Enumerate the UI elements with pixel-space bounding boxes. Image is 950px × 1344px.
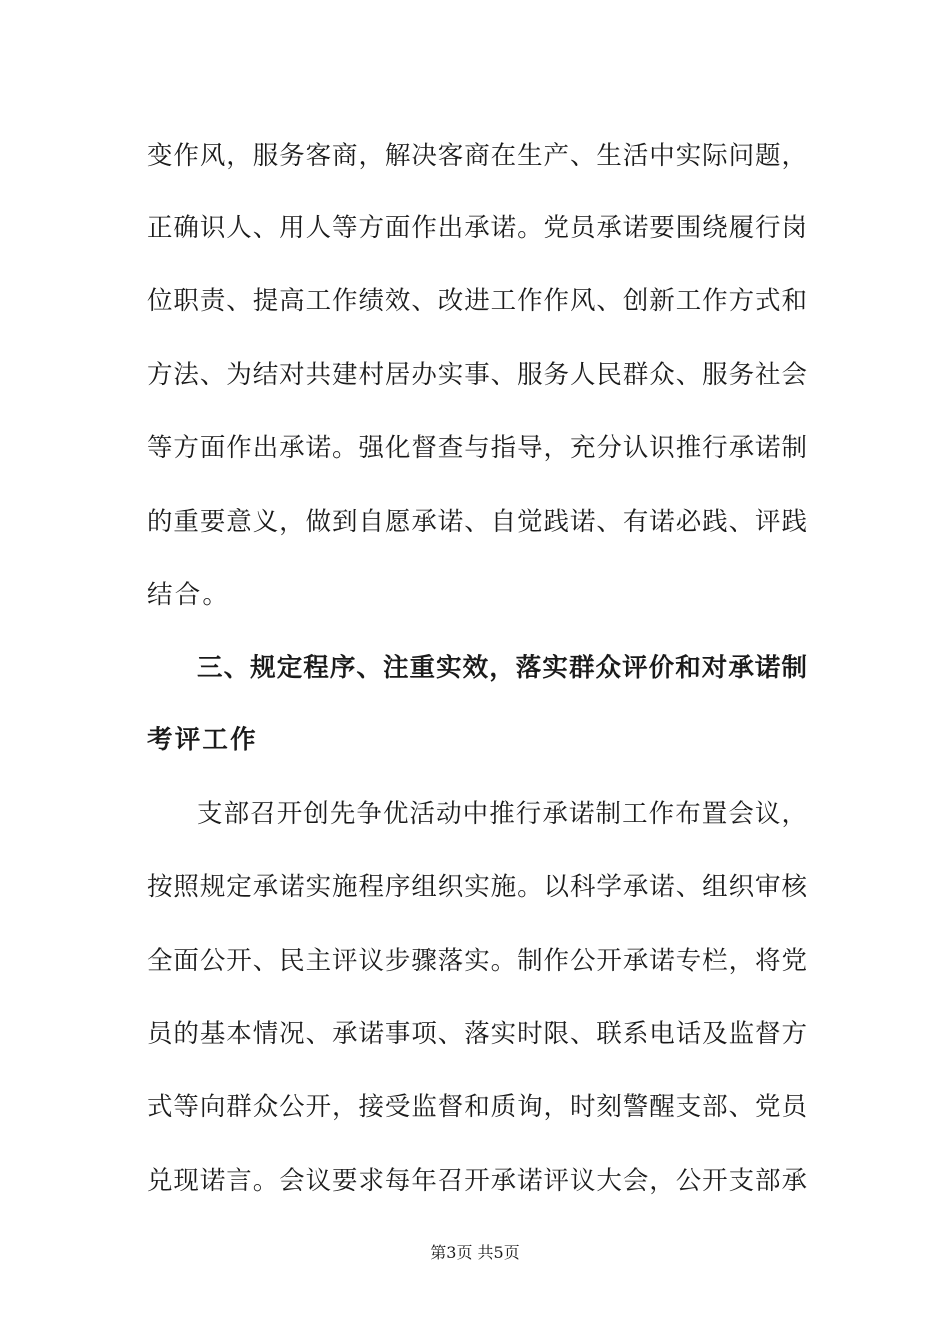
page-footer: 第3页 共5页	[430, 1243, 520, 1262]
body-text-line: 等方面作出承诺。强化督查与指导，充分认识推行承诺制	[147, 433, 807, 463]
body-text-line: 正确识人、用人等方面作出承诺。党员承诺要围绕履行岗	[147, 213, 807, 243]
body-text-line: 变作风，服务客商，解决客商在生产、生活中实际问题，	[147, 141, 807, 171]
body-text-line: 方法、为结对共建村居办实事、服务人民群众、服务社会	[147, 360, 807, 390]
body-text-line: 全面公开、民主评议步骤落实。制作公开承诺专栏，将党	[147, 946, 807, 976]
section-heading-continued: 考评工作	[147, 725, 258, 755]
body-text-line: 式等向群众公开，接受监督和质询，时刻警醒支部、党员	[147, 1092, 807, 1122]
body-text-line: 员的基本情况、承诺事项、落实时限、联系电话及监督方	[147, 1019, 807, 1049]
body-text-line: 兑现诺言。会议要求每年召开承诺评议大会，公开支部承	[147, 1166, 807, 1196]
body-text-line: 支部召开创先争优活动中推行承诺制工作布置会议，	[197, 799, 807, 829]
body-text-line: 位职责、提高工作绩效、改进工作作风、创新工作方式和	[147, 286, 807, 316]
body-text-line: 按照规定承诺实施程序组织实施。以科学承诺、组织审核	[147, 872, 807, 902]
section-heading: 三、规定程序、注重实效，落实群众评价和对承诺制	[197, 653, 807, 683]
body-text-line: 结合。	[147, 580, 231, 610]
body-text-line: 的重要意义，做到自愿承诺、自觉践诺、有诺必践、评践	[147, 507, 807, 537]
